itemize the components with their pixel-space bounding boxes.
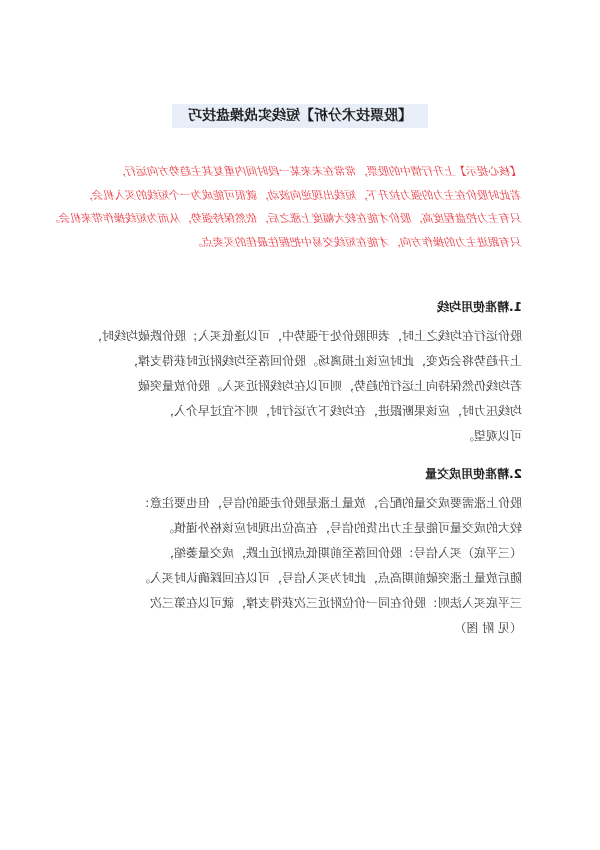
intro-paragraph xyxy=(49,160,522,254)
document-title: 【股票技术分析】短线实战操盘技巧 xyxy=(188,108,412,124)
body-line: 均线压力时，应该果断跟进，在均线下方运行时，则不宜过早介入， xyxy=(161,404,522,418)
section-moving-average xyxy=(76,296,522,449)
body-line: 三平底买入法则：股价在同一价位附近三次获得支撑，就可以在第三次 xyxy=(149,596,522,610)
body-line: 若均线仍然保持向上运行的趋势，则可以在均线附近买入。股价放量突破 xyxy=(137,379,522,393)
section-volume xyxy=(76,463,522,641)
body-line: （三平底）买入信号：股价回落至前期低点附近止跌，成交量萎缩， xyxy=(161,546,522,560)
section-heading: 2.精准使用成交量 xyxy=(425,467,522,481)
body-line: 可以观望。 xyxy=(461,429,522,443)
section-heading: 1.精准使用均线 xyxy=(437,300,522,314)
intro-line: 只有跟进主力的操作方向，才能在短线交易中把握住最佳的买卖点。 xyxy=(192,235,522,249)
intro-line: 只有主力控盘程度高，股价才能在较大幅度上涨之后，依然保持强势，从而为短线操作带来机会。 xyxy=(49,212,522,225)
body-line: 股价上涨需要成交量的配合，放量上涨是股价走强的信号，但也要注意： xyxy=(137,496,522,510)
body-line: 股价运行在均线之上时，表明股价处于强势中，可以逢低买入；股价跌破均线时， xyxy=(89,329,522,343)
body-line: 随后放量上涨突破前期高点，此时为买入信号，可以在回踩确认时买入。 xyxy=(137,571,522,585)
intro-line: 【核心提示】上升行情中的股票，常常在未来某一段时间内重复其主趋势方向运行， xyxy=(115,165,522,178)
intro-line: 若此时股价在主力的强力拉升下，短线出现逆向波动，就很可能成为一个短线的买入机会， xyxy=(82,188,522,202)
body-line: 较大的成交量可能是主力出货的信号，在高位出现时应该格外谨慎。 xyxy=(161,521,522,535)
body-line: 上升趋势将会改变，此时应该止损离场。股价回落至均线附近时获得支撑， xyxy=(125,354,522,368)
body-line: （见 附 图） xyxy=(454,621,522,635)
